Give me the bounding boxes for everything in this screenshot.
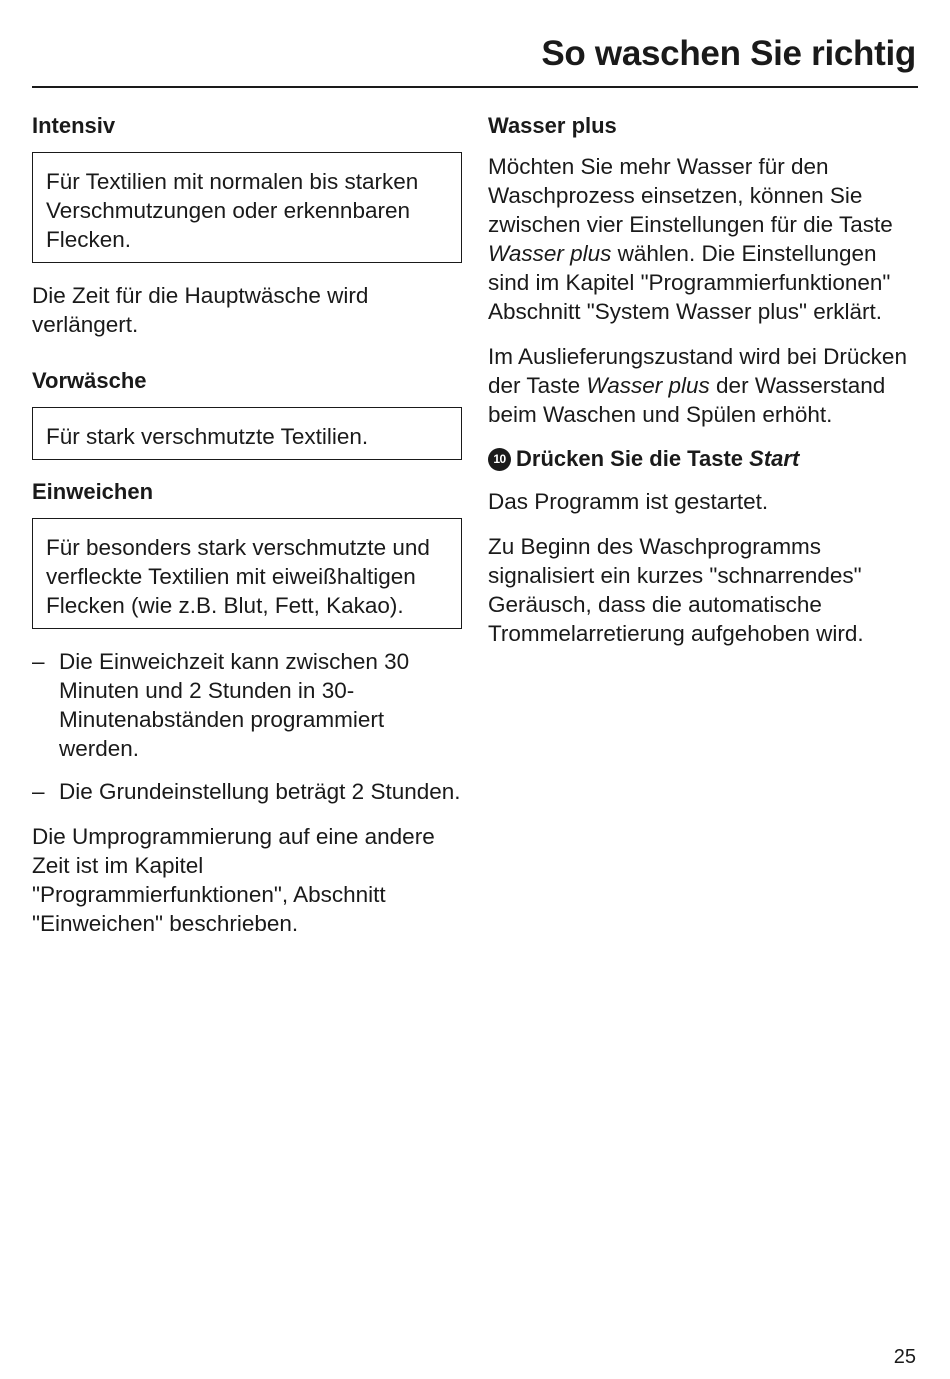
paragraph-start-sound: Zu Beginn des Waschprogramms signalisiert ein kurzes "schnarrendes" Geräusch, dass die automatische Trommelarretierung aufgehoben wird. bbox=[488, 534, 864, 646]
info-box-vorwaesche: Für stark verschmutzte Textilien. bbox=[32, 407, 462, 460]
paragraph-wasser-plus-2: Im Auslieferungszustand wird bei Drücken der Taste Wasser plus der Wasserstand beim Waschen und Spülen erhöht. bbox=[488, 344, 907, 427]
left-column bbox=[32, 112, 462, 954]
list-item: – Die Einweichzeit kann zwischen 30 Minuten und 2 Stunden in 30-Minutenabständen programmiert werden. bbox=[32, 649, 410, 761]
list-item: – Die Grundeinstellung beträgt 2 Stunden. bbox=[32, 779, 461, 804]
right-column bbox=[488, 112, 918, 664]
dash-bullet: – bbox=[32, 779, 45, 804]
header-divider bbox=[32, 86, 918, 88]
paragraph-started: Das Programm ist gestartet. bbox=[488, 489, 769, 514]
step-label: Drücken Sie die Taste Start bbox=[516, 446, 800, 471]
info-box-einweichen: Für besonders stark verschmutzte und verfleckte Textilien mit eiweißhaltigen Flecken (wie z.B. Blut, Fett, Kakao). bbox=[32, 518, 462, 629]
section-heading-einweichen: Einweichen bbox=[32, 479, 154, 504]
paragraph-wasser-plus-1: Möchten Sie mehr Wasser für den Waschprozess einsetzen, können Sie zwischen vier Einstellungen für die Taste Wasser plus wählen. Die Einstellungen sind im Kapitel "Programmierfunktionen" Abschnitt "System Wasser plus" erklärt. bbox=[488, 154, 893, 324]
step-number-icon: 10 bbox=[488, 448, 511, 471]
info-box-intensiv: Für Textilien mit normalen bis starken Verschmutzungen oder erkennbaren Flecken. bbox=[32, 152, 462, 263]
section-heading-vorwaesche: Vorwäsche bbox=[32, 368, 147, 393]
page-number: 25 bbox=[893, 1346, 916, 1368]
section-heading-wasser-plus: Wasser plus bbox=[488, 113, 617, 138]
dash-bullet: – bbox=[32, 649, 45, 674]
paragraph-intensiv: Die Zeit für die Hauptwäsche wird verlängert. bbox=[32, 283, 369, 337]
section-heading-intensiv: Intensiv bbox=[32, 113, 116, 138]
page-title: So waschen Sie richtig bbox=[541, 34, 916, 73]
step-instruction bbox=[488, 445, 918, 473]
paragraph-einweichen: Die Umprogrammierung auf eine andere Zeit ist im Kapitel "Programmierfunktionen", Abschnitt "Einweichen" beschrieben. bbox=[32, 824, 435, 936]
bullet-list-einweichen bbox=[32, 647, 462, 806]
